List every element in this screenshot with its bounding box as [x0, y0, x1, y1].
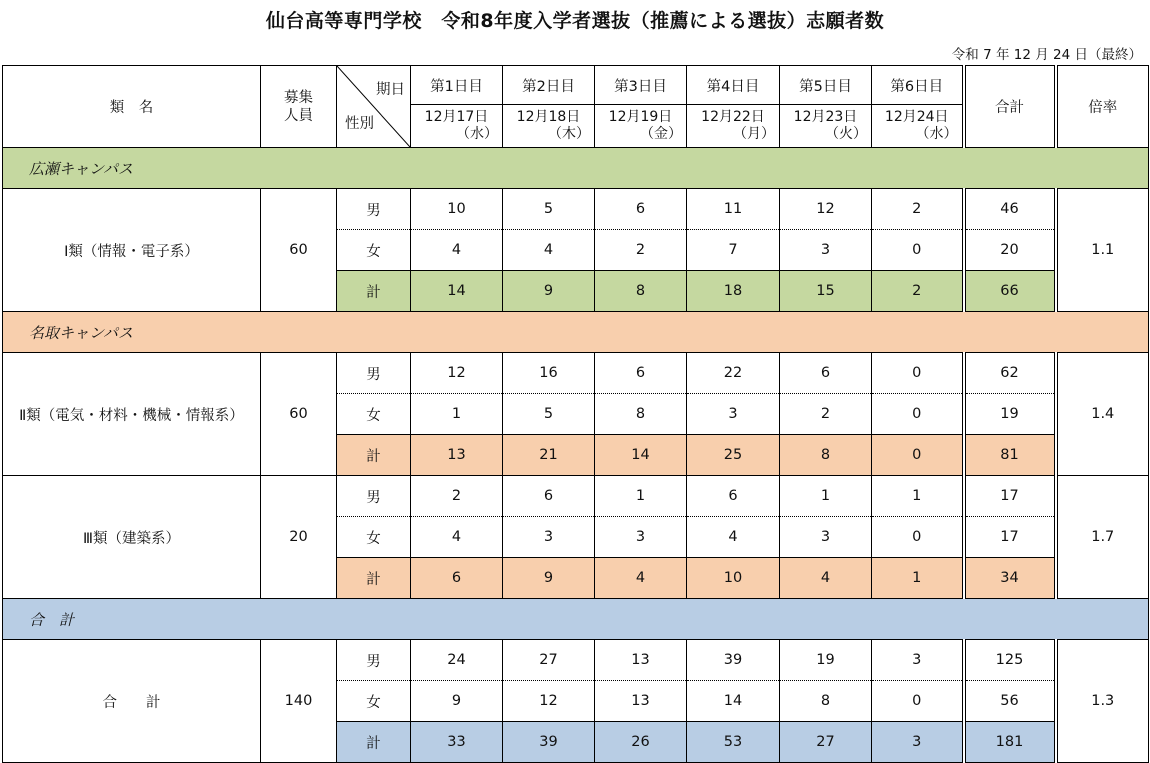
- count-cell: 2: [411, 476, 503, 517]
- count-cell: 0: [872, 517, 964, 558]
- count-cell: 0: [872, 435, 964, 476]
- capacity-header: 募集 人員: [261, 66, 337, 148]
- count-cell: 4: [780, 558, 872, 599]
- count-cell: 14: [687, 681, 780, 722]
- gender-cell: 女: [337, 394, 411, 435]
- date-text: 12月19日: [608, 109, 673, 125]
- count-cell: 8: [595, 271, 687, 312]
- count-cell: 10: [687, 558, 780, 599]
- count-cell: 16: [503, 353, 595, 394]
- day-1-date: [411, 105, 503, 148]
- weekday-text: （月）: [733, 126, 775, 142]
- gender-cell: 男: [337, 353, 411, 394]
- campus-row: [3, 148, 1149, 189]
- sum-cell: 125: [964, 640, 1056, 681]
- gender-cell: 男: [337, 640, 411, 681]
- gender-cell: 女: [337, 230, 411, 271]
- gender-cell: 計: [337, 271, 411, 312]
- day-6-name: 第6日目: [872, 66, 964, 105]
- count-cell: 12: [780, 189, 872, 230]
- count-cell: 3: [595, 517, 687, 558]
- day-2-date: [503, 105, 595, 148]
- count-cell: 4: [411, 230, 503, 271]
- count-cell: 9: [411, 681, 503, 722]
- sum-cell: 46: [964, 189, 1056, 230]
- count-cell: 6: [595, 353, 687, 394]
- count-cell: 3: [872, 722, 964, 763]
- category-name: Ⅰ類（情報・電子系）: [3, 189, 261, 312]
- count-cell: 4: [595, 558, 687, 599]
- count-cell: 13: [411, 435, 503, 476]
- sum-cell: 56: [964, 681, 1056, 722]
- count-cell: 1: [780, 476, 872, 517]
- sum-cell: 17: [964, 476, 1056, 517]
- day-label: 期日: [376, 82, 405, 98]
- gender-cell: 計: [337, 435, 411, 476]
- count-cell: 13: [595, 640, 687, 681]
- count-cell: 39: [687, 640, 780, 681]
- count-cell: 25: [687, 435, 780, 476]
- count-cell: 21: [503, 435, 595, 476]
- category-name: Ⅲ類（建築系）: [3, 476, 261, 599]
- count-cell: 12: [503, 681, 595, 722]
- count-cell: 9: [503, 558, 595, 599]
- campus-name: 名取キャンパス: [3, 312, 1149, 353]
- count-cell: 2: [872, 271, 964, 312]
- date-text: 12月22日: [701, 109, 765, 125]
- count-cell: 3: [503, 517, 595, 558]
- count-cell: 26: [595, 722, 687, 763]
- count-cell: 2: [595, 230, 687, 271]
- day-4-name: 第4日目: [687, 66, 780, 105]
- sum-cell: 66: [964, 271, 1056, 312]
- category-header: 類 名: [3, 66, 261, 148]
- count-cell: 8: [780, 681, 872, 722]
- campus-row: [3, 312, 1149, 353]
- day-5-name: 第5日目: [780, 66, 872, 105]
- count-cell: 6: [687, 476, 780, 517]
- ratio-value: 1.4: [1056, 353, 1149, 476]
- sum-cell: 17: [964, 517, 1056, 558]
- capacity-value: 60: [261, 353, 337, 476]
- campus-row: [3, 599, 1149, 640]
- gender-cell: 計: [337, 558, 411, 599]
- capacity-value: 20: [261, 476, 337, 599]
- day-gender-header: [337, 66, 411, 148]
- weekday-text: （水）: [915, 126, 958, 142]
- weekday-text: （火）: [825, 126, 867, 142]
- day-2-name: 第2日目: [503, 66, 595, 105]
- capacity-value: 140: [261, 640, 337, 763]
- count-cell: 3: [872, 640, 964, 681]
- date-text: 12月24日: [884, 109, 949, 125]
- total-header: 合計: [964, 66, 1056, 148]
- count-cell: 53: [687, 722, 780, 763]
- weekday-text: （水）: [456, 126, 498, 142]
- table-row-male: [3, 189, 1149, 230]
- count-cell: 14: [595, 435, 687, 476]
- count-cell: 8: [780, 435, 872, 476]
- table-row-male: [3, 476, 1149, 517]
- day-5-date: [780, 105, 872, 148]
- count-cell: 6: [595, 189, 687, 230]
- campus-name: 合 計: [3, 599, 1149, 640]
- count-cell: 24: [411, 640, 503, 681]
- count-cell: 8: [595, 394, 687, 435]
- count-cell: 33: [411, 722, 503, 763]
- sum-cell: 181: [964, 722, 1056, 763]
- count-cell: 3: [687, 394, 780, 435]
- date-text: 12月23日: [793, 109, 858, 125]
- day-3-date: [595, 105, 687, 148]
- count-cell: 7: [687, 230, 780, 271]
- count-cell: 5: [503, 189, 595, 230]
- count-cell: 1: [595, 476, 687, 517]
- count-cell: 9: [503, 271, 595, 312]
- gender-cell: 男: [337, 476, 411, 517]
- count-cell: 2: [780, 394, 872, 435]
- count-cell: 1: [411, 394, 503, 435]
- count-cell: 4: [687, 517, 780, 558]
- count-cell: 14: [411, 271, 503, 312]
- day-1-name: 第1日目: [411, 66, 503, 105]
- day-3-name: 第3日目: [595, 66, 687, 105]
- gender-cell: 計: [337, 722, 411, 763]
- applicant-table: [2, 65, 1149, 763]
- count-cell: 22: [687, 353, 780, 394]
- table-row-male: [3, 353, 1149, 394]
- count-cell: 39: [503, 722, 595, 763]
- report-date: 令和 7 年 12 月 24 日（最終）: [951, 47, 1142, 63]
- gender-cell: 男: [337, 189, 411, 230]
- ratio-header: 倍率: [1056, 66, 1149, 148]
- weekday-text: （金）: [640, 126, 682, 142]
- count-cell: 1: [872, 558, 964, 599]
- count-cell: 0: [872, 681, 964, 722]
- sum-cell: 62: [964, 353, 1056, 394]
- count-cell: 5: [503, 394, 595, 435]
- page-title: 仙台高等専門学校 令和8年度入学者選抜（推薦による選抜）志願者数: [265, 10, 885, 32]
- day-4-date: [687, 105, 780, 148]
- count-cell: 15: [780, 271, 872, 312]
- count-cell: 27: [503, 640, 595, 681]
- sum-cell: 19: [964, 394, 1056, 435]
- count-cell: 27: [780, 722, 872, 763]
- campus-name: 広瀬キャンパス: [3, 148, 1149, 189]
- capacity-value: 60: [261, 189, 337, 312]
- count-cell: 13: [595, 681, 687, 722]
- day-6-date: [872, 105, 964, 148]
- count-cell: 18: [687, 271, 780, 312]
- gender-cell: 女: [337, 681, 411, 722]
- count-cell: 4: [411, 517, 503, 558]
- count-cell: 0: [872, 353, 964, 394]
- count-cell: 0: [872, 394, 964, 435]
- category-name: 合 計: [3, 640, 261, 763]
- count-cell: 19: [780, 640, 872, 681]
- count-cell: 12: [411, 353, 503, 394]
- category-name: Ⅱ類（電気・材料・機械・情報系）: [3, 353, 261, 476]
- ratio-value: 1.7: [1056, 476, 1149, 599]
- count-cell: 3: [780, 517, 872, 558]
- table-row-male: [3, 640, 1149, 681]
- date-text: 12月18日: [516, 109, 581, 125]
- weekday-text: （木）: [548, 126, 590, 142]
- count-cell: 0: [872, 230, 964, 271]
- count-cell: 6: [780, 353, 872, 394]
- sum-cell: 34: [964, 558, 1056, 599]
- date-text: 12月17日: [424, 109, 489, 125]
- gender-cell: 女: [337, 517, 411, 558]
- count-cell: 6: [411, 558, 503, 599]
- gender-label: 性別: [345, 116, 374, 132]
- sum-cell: 20: [964, 230, 1056, 271]
- count-cell: 4: [503, 230, 595, 271]
- count-cell: 11: [687, 189, 780, 230]
- count-cell: 3: [780, 230, 872, 271]
- count-cell: 2: [872, 189, 964, 230]
- count-cell: 10: [411, 189, 503, 230]
- sum-cell: 81: [964, 435, 1056, 476]
- header-row: [3, 66, 1149, 105]
- count-cell: 6: [503, 476, 595, 517]
- ratio-value: 1.3: [1056, 640, 1149, 763]
- ratio-value: 1.1: [1056, 189, 1149, 312]
- count-cell: 1: [872, 476, 964, 517]
